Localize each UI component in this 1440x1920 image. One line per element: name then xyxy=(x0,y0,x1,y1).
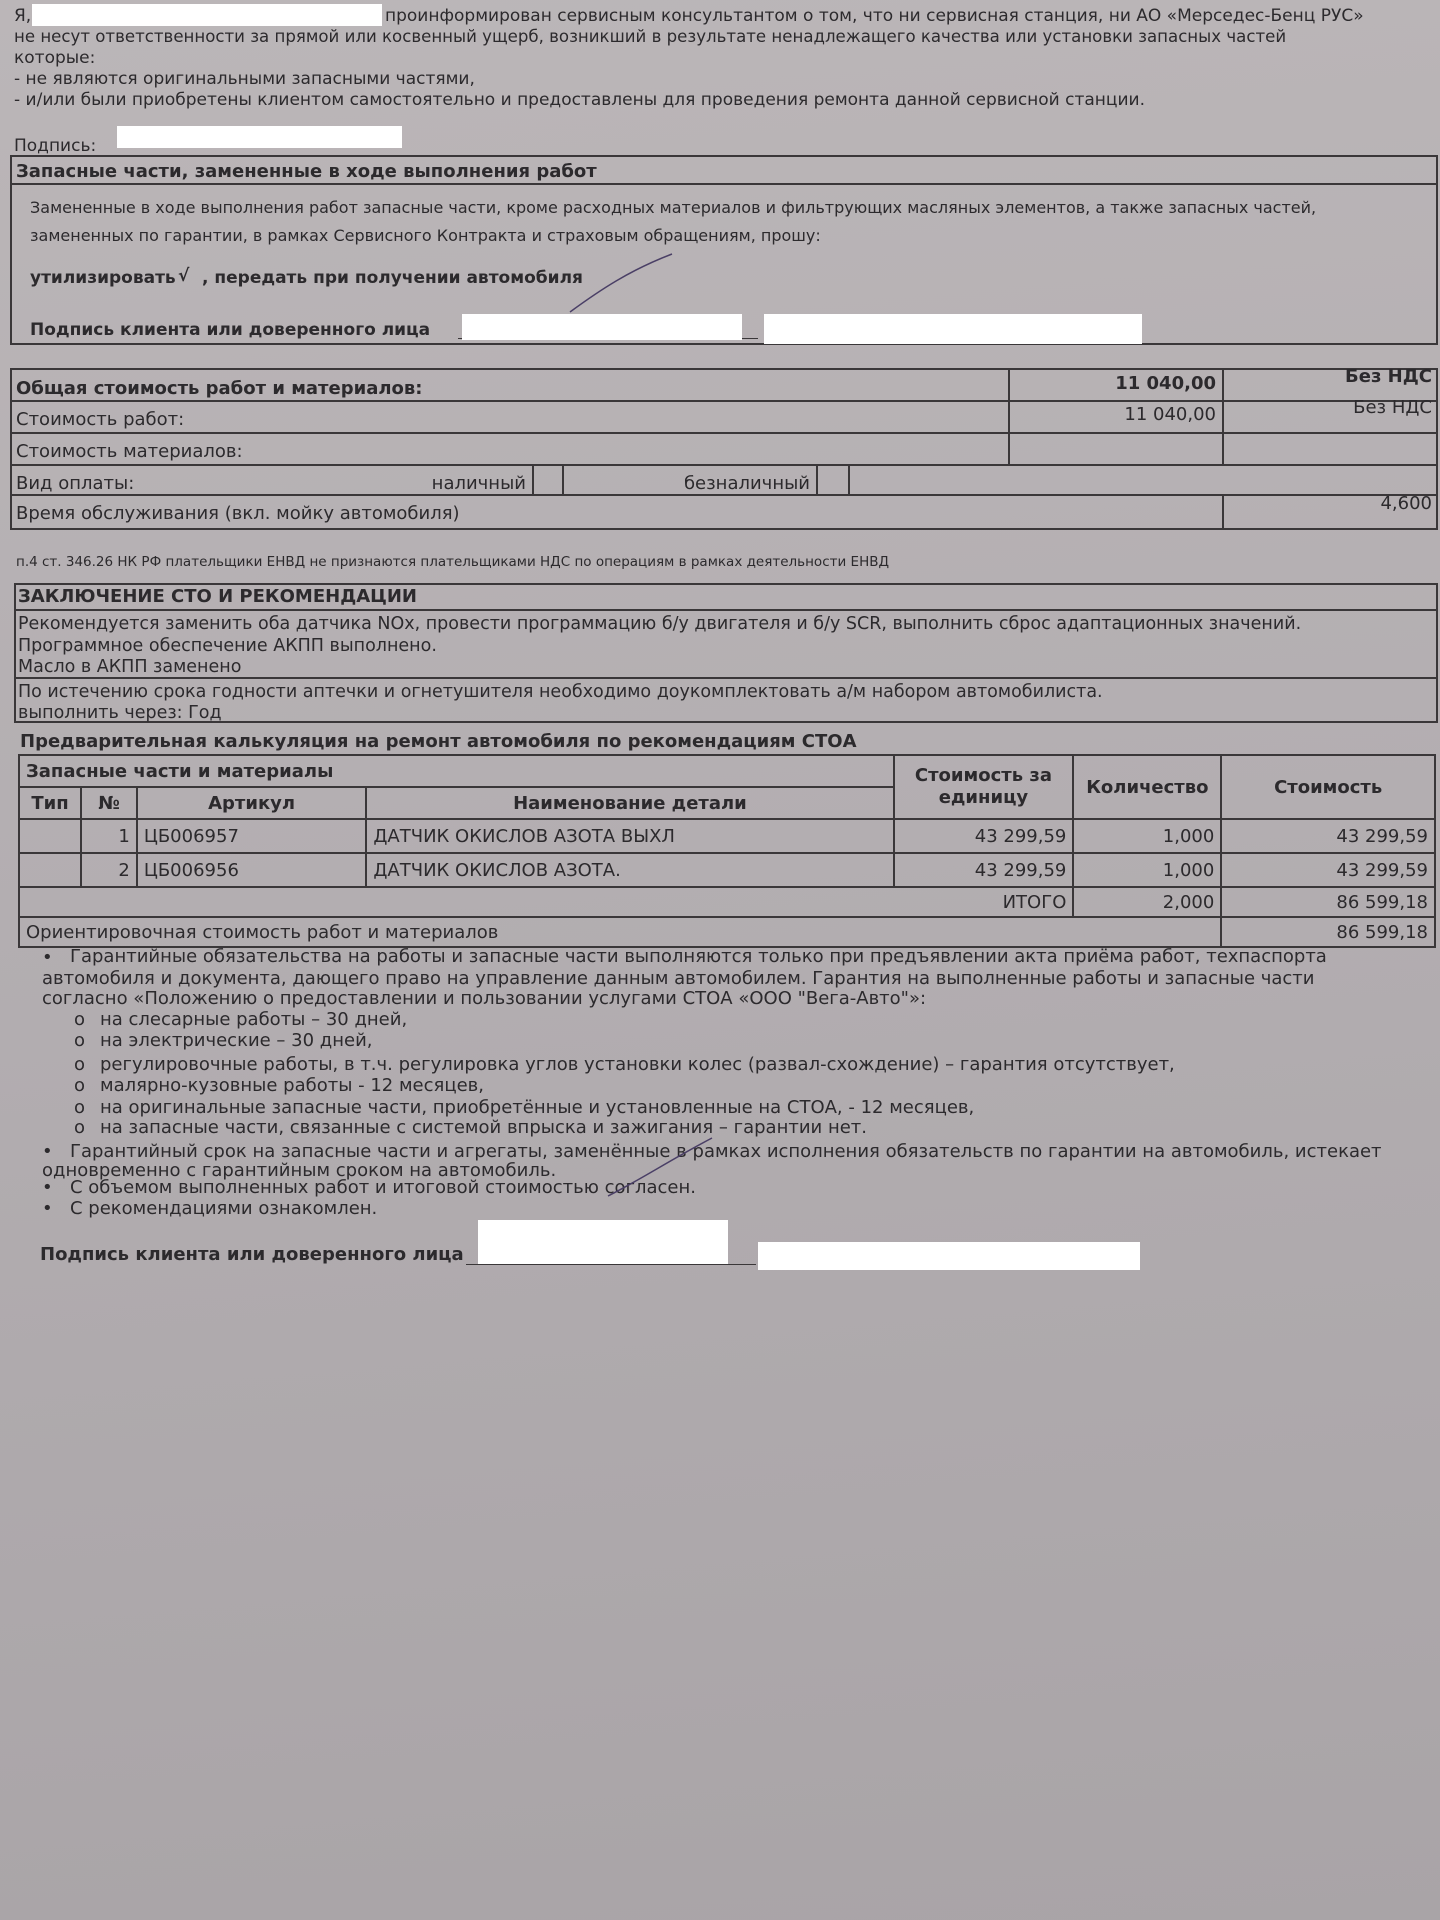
estimate-title: Предварительная калькуляция на ремонт автомобиля по рекомендациям СТОА xyxy=(20,731,857,752)
cost-col-divider xyxy=(1222,368,1224,464)
header-signature-label: Подпись: xyxy=(14,136,97,156)
header-line1-prefix: Я, xyxy=(14,6,32,26)
cell-qty: 1,000 xyxy=(1073,819,1221,853)
cost-col-divider xyxy=(848,464,850,494)
dispose-checkmark: √ xyxy=(178,266,190,286)
signature-stroke xyxy=(600,1130,720,1200)
redacted-name xyxy=(32,4,382,26)
cost-col-divider xyxy=(562,464,564,494)
redacted-final-signature xyxy=(478,1220,728,1264)
redacted-signature xyxy=(117,126,402,148)
final-signature-label: Подпись клиента или доверенного лица xyxy=(40,1244,464,1265)
estimate-section-header: Запасные части и материалы xyxy=(19,755,894,787)
work-cost-vat: Без НДС xyxy=(1353,397,1432,418)
total-cost-value: 11 040,00 xyxy=(1115,373,1216,394)
cell-unit-cost: 43 299,59 xyxy=(894,819,1074,853)
cost-col-divider xyxy=(816,464,818,494)
col-unit-cost-line2: единицу xyxy=(938,787,1029,808)
sub-bullet: o xyxy=(74,1075,86,1096)
col-type: Тип xyxy=(19,787,81,819)
header-line1: проинформирован сервисным консультантом о том, что ни сервисная станция, ни АО «Мерседес-Бенц РУС» xyxy=(385,6,1364,26)
approx-label: Ориентировочная стоимость работ и материалов xyxy=(19,917,1221,947)
table-row xyxy=(19,819,1435,853)
service-time-label: Время обслуживания (вкл. мойку автомобиля) xyxy=(16,503,460,524)
cell-name: ДАТЧИК ОКИСЛОВ АЗОТА ВЫХЛ xyxy=(366,819,893,853)
total-cost-vat: Без НДС xyxy=(1345,366,1432,387)
approx-value: 86 599,18 xyxy=(1221,917,1435,947)
warranty-b1-l3: согласно «Положению о предоставлении и пользовании услугами СТОА «ООО "Вега-Авто"»: xyxy=(42,988,927,1009)
warranty-b1-l2: автомобиля и документа, дающего право на управление данным автомобилем. Гарантия на выполненные работы и запасные части xyxy=(42,968,1315,989)
estimate-table xyxy=(18,754,1436,948)
warranty-sub-item: на электрические – 30 дней, xyxy=(100,1030,373,1051)
cost-col-divider xyxy=(1008,368,1010,464)
replaced-parts-title: Запасные части, замененные в ходе выполнения работ xyxy=(16,161,597,182)
redacted-client-name xyxy=(764,314,1142,344)
sub-bullet: o xyxy=(74,1054,86,1075)
cell-type xyxy=(19,819,81,853)
cell-article: ЦБ006956 xyxy=(137,853,367,887)
work-cost-value: 11 040,00 xyxy=(1124,404,1216,425)
cell-no: 1 xyxy=(81,819,137,853)
bullet-dot: • xyxy=(42,947,53,968)
cell-no: 2 xyxy=(81,853,137,887)
conclusion-line5: выполнить через: Год xyxy=(18,703,222,723)
warranty-b2-l2: одновременно с гарантийным сроком на автомобиль. xyxy=(42,1160,557,1181)
header-line5: - и/или были приобретены клиентом самостоятельно и предоставлены для проведения ремонта данной сервисной станции. xyxy=(14,90,1145,110)
cell-cost: 43 299,59 xyxy=(1221,853,1435,887)
warranty-b3: С объемом выполненных работ и итоговой стоимостью согласен. xyxy=(70,1177,696,1198)
replaced-parts-text2: замененных по гарантии, в рамках Сервисного Контракта и страховым обращениям, прошу: xyxy=(30,226,821,245)
cost-row-divider xyxy=(10,464,1438,466)
total-qty: 2,000 xyxy=(1073,887,1221,917)
sub-bullet: o xyxy=(74,1009,86,1030)
conclusion-divider xyxy=(14,609,1438,611)
signature-stroke xyxy=(560,250,680,320)
col-qty: Количество xyxy=(1073,755,1221,819)
replaced-parts-signature-label: Подпись клиента или доверенного лица xyxy=(30,320,431,340)
payment-cash-label: наличный xyxy=(431,473,526,494)
table-row xyxy=(19,853,1435,887)
col-no: № xyxy=(81,787,137,819)
warranty-sub-item: регулировочные работы, в т.ч. регулировка углов установки колес (развал-схождение) – гарантия отсутствует, xyxy=(100,1054,1175,1075)
conclusion-divider xyxy=(14,677,1438,679)
sub-bullet: o xyxy=(74,1097,86,1118)
warranty-sub-item: на слесарные работы – 30 дней, xyxy=(100,1009,408,1030)
conclusion-line4: По истечению срока годности аптечки и огнетушителя необходимо доукомплектовать а/м набором автомобилиста. xyxy=(18,682,1103,702)
conclusion-title: ЗАКЛЮЧЕНИЕ СТО И РЕКОМЕНДАЦИИ xyxy=(18,586,417,607)
cell-type xyxy=(19,853,81,887)
cell-qty: 1,000 xyxy=(1073,853,1221,887)
replaced-parts-text1: Замененные в ходе выполнения работ запасные части, кроме расходных материалов и фильтрующих масляных элементов, а также запасных частей, xyxy=(30,198,1317,217)
cost-col-divider xyxy=(1222,494,1224,530)
warranty-b1-l1: Гарантийные обязательства на работы и запасные части выполняются только при предъявлении акта приёма работ, техпаспорта xyxy=(70,946,1327,967)
warranty-b2-l1: Гарантийный срок на запасные части и агрегаты, заменённые в рамках исполнения обязательств по гарантии на автомобиль, истекает xyxy=(70,1141,1382,1162)
warranty-sub-item: на оригинальные запасные части, приобретённые и установленные на СТОА, - 12 месяцев, xyxy=(100,1097,975,1118)
header-line3: которые: xyxy=(14,48,96,68)
cell-article: ЦБ006957 xyxy=(137,819,367,853)
bullet-dot: • xyxy=(42,1141,53,1162)
col-name: Наименование детали xyxy=(366,787,893,819)
payment-cashless-label: безналичный xyxy=(683,473,810,494)
option-dispose: утилизировать xyxy=(30,268,176,288)
bullet-dot: • xyxy=(42,1177,53,1198)
approx-row xyxy=(19,917,1435,947)
cell-cost: 43 299,59 xyxy=(1221,819,1435,853)
warranty-sub-item: малярно-кузовные работы - 12 месяцев, xyxy=(100,1075,485,1096)
conclusion-line3: Масло в АКПП заменено xyxy=(18,657,242,677)
cell-name: ДАТЧИК ОКИСЛОВ АЗОТА. xyxy=(366,853,893,887)
cost-col-divider xyxy=(532,464,534,494)
conclusion-line1: Рекомендуется заменить оба датчика NOx, провести программацию б/у двигателя и б/у SCR, выполнить сброс адаптационных значений. xyxy=(18,614,1302,634)
service-time-value: 4,600 xyxy=(1380,493,1432,514)
col-unit-cost xyxy=(894,755,1074,819)
option-return: , передать при получении автомобиля xyxy=(202,268,583,288)
col-cost: Стоимость xyxy=(1221,755,1435,819)
warranty-b4: С рекомендациями ознакомлен. xyxy=(70,1198,378,1219)
redacted-final-name xyxy=(758,1242,1140,1270)
cell-unit-cost: 43 299,59 xyxy=(894,853,1074,887)
sub-bullet: o xyxy=(74,1030,86,1051)
payment-type-label: Вид оплаты: xyxy=(16,473,135,494)
warranty-sub-item: на запасные части, связанные с системой впрыска и зажигания – гарантии нет. xyxy=(100,1117,868,1138)
total-row xyxy=(19,887,1435,917)
sub-bullet: o xyxy=(74,1117,86,1138)
signature-line xyxy=(466,1264,756,1265)
bullet-dot: • xyxy=(42,1198,53,1219)
header-line2: не несут ответственности за прямой или косвенный ущерб, возникший в результате ненадлежащего качества или установки запасных частей xyxy=(14,27,1287,46)
total-cost: 86 599,18 xyxy=(1221,887,1435,917)
conclusion-line2: Программное обеспечение АКПП выполнено. xyxy=(18,636,437,656)
col-unit-cost-line1: Стоимость за xyxy=(914,765,1052,786)
header-line4: - не являются оригинальными запасными частями, xyxy=(14,69,475,89)
col-article: Артикул xyxy=(137,787,367,819)
work-cost-label: Стоимость работ: xyxy=(16,409,185,430)
materials-cost-label: Стоимость материалов: xyxy=(16,441,243,462)
total-label: ИТОГО xyxy=(19,887,1073,917)
tax-note: п.4 ст. 346.26 НК РФ плательщики ЕНВД не признаются плательщиками НДС по операциям в рамках деятельности ЕНВД xyxy=(16,554,890,570)
total-cost-label: Общая стоимость работ и материалов: xyxy=(16,378,423,399)
